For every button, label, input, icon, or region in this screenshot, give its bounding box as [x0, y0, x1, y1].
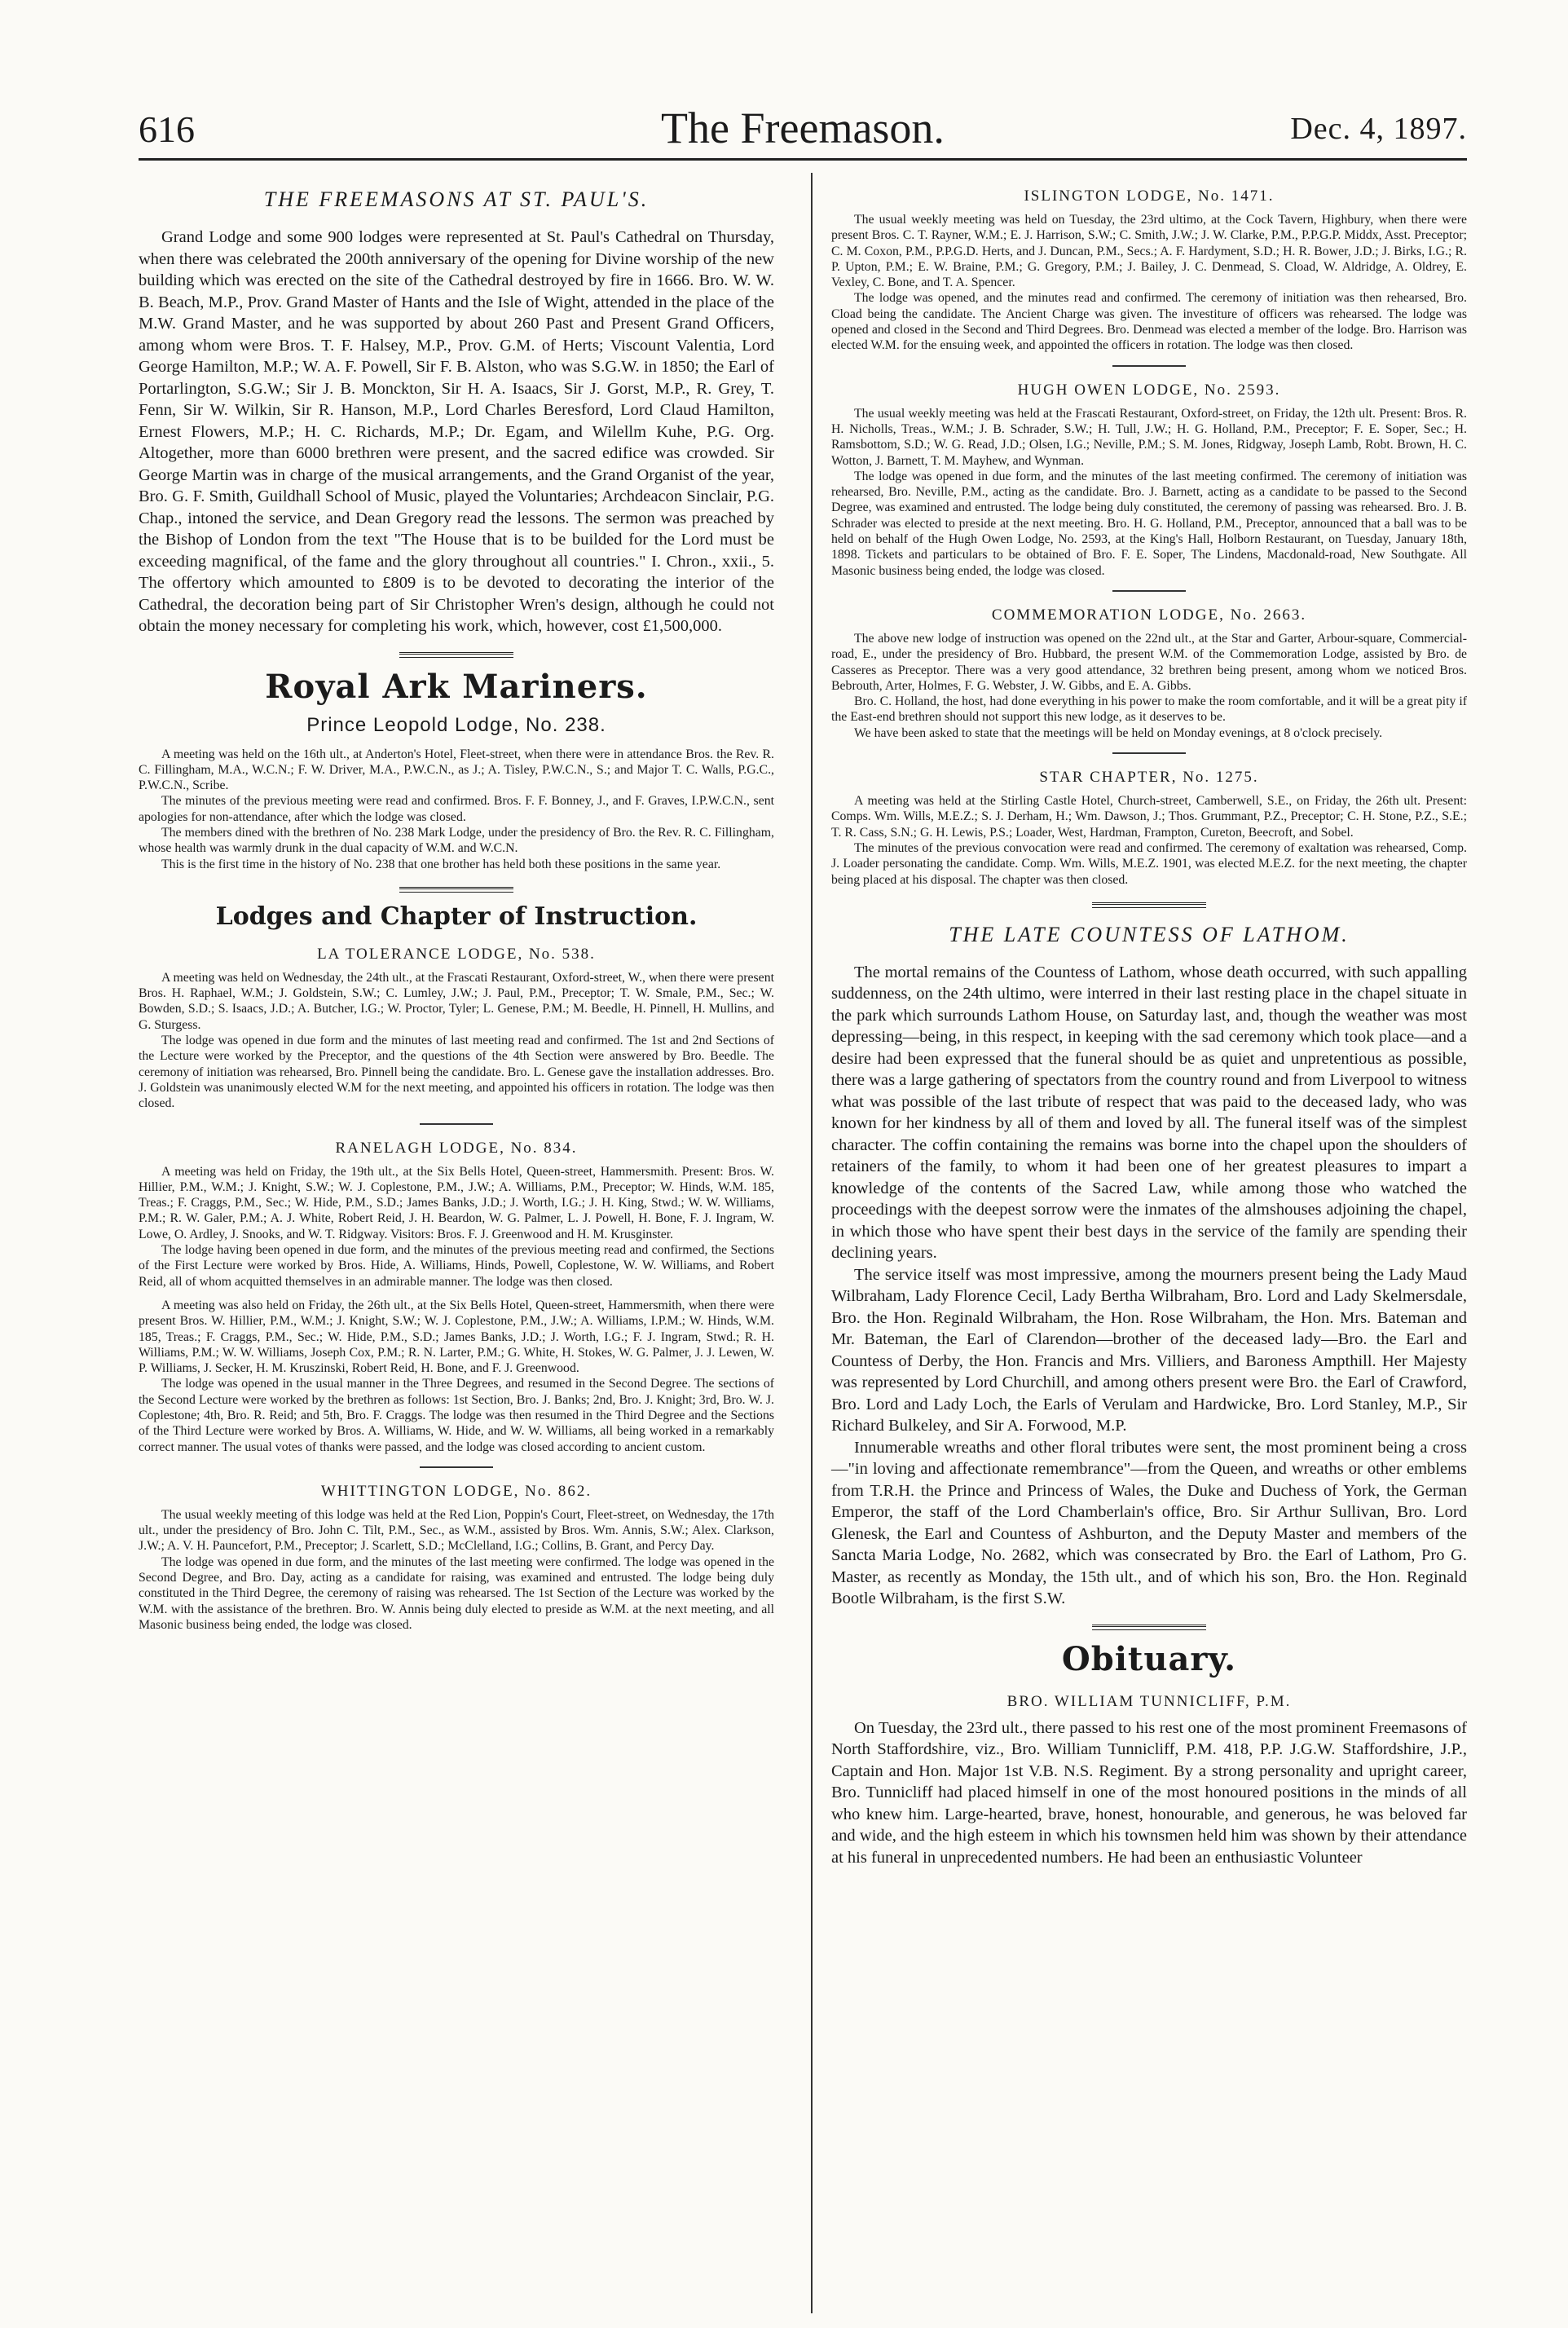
short-rule [420, 1123, 493, 1125]
st-pauls-article [139, 187, 774, 637]
lodge-report [831, 212, 1467, 354]
obituary-section [831, 1640, 1467, 1869]
paragraph: A meeting was held on Friday, the 19th ult., at the Six Bells Hotel, Queen-street, Hammersmith. Present: Bros. W. Hillier, P.M., W.M.; J. Knight, S.W.; W. J. Coplestone, P.M., J.W.; A. Williams, P.M., Preceptor; W. Hinds, W.M. 185, Treas.; F. Craggs, P.M., Sec.; W. Hide, P.M., S.D.; James Banks, J.D.; J. Worth, I.G.; J. H. King, Stwd.; W. W. Williams, P.M.; R. W. Galer, P.M.; A. J. White, Robert Reid, J. H. Beardon, W. G. Palmer, L. J. Powell, H. Bone, F. J. Ingram, W. Lowe, O. Ardley, J. Snooks, and W. T. Ridgway. Visitors: Bros. F. J. Greenwood and H. M. Krusginster. [139, 1164, 774, 1241]
paragraph: A meeting was also held on Friday, the 26th ult., at the Six Bells Hotel, Queen-street, Hammersmith, when there were present Bros. W. Hillier, P.M., W.M.; J. Knight, S.W.; W. J. Coplestone, P.M., J.W.; A. Williams, I.P.M.; W. Hinds, W.M. 185, Treas.; F. Craggs, P.M., Sec.; W. Hide, P.M., S.D.; James Banks, J.D.; J. Worth, I.G.; F. J. Ingram, Stwd.; R. H. Williams, P.M.; W. W. Williams, Joseph Cox, P.M.; R. N. Larter, P.M.; G. White, H. Stokes, W. G. Palmer, J. J. Lewen, W. P. Williams, J. Secker, H. M. Kruszinski, Robert Reid, H. Bone, and F. J. Greenwood. [139, 1298, 774, 1376]
section-rule [1092, 902, 1206, 908]
lodge-title: ISLINGTON LODGE, No. 1471. [1024, 187, 1275, 205]
article-body [831, 1717, 1467, 1869]
paragraph: The usual weekly meeting was held on Tuesday, the 23rd ultimo, at the Cock Tavern, Highbury, when there were present Bros. C. T. Rayner, W.M.; E. J. Harrison, S.W.; C. Smith, J.W.; J. W. Clarke, P.M., P.P.G.P. Middx, Asst. Preceptor; C. M. Coxon, P.M., P.P.G.D. Herts, and J. Duncan, P.M., Secs.; A. F. Hardyment, S.D.; H. R. Bower, J.D.; J. Birks, I.G.; R. P. Upton, P.M.; E. W. Braine, P.M.; G. Gregory, P.M.; J. Bailey, J. C. Denmead, S. Cload, W. Aldridge, A. Oldrey, E. Vexley, C. Bone, and T. A. Spencer. [831, 213, 1467, 290]
short-rule [420, 1466, 493, 1468]
section-heading: Lodges and Chapter of Instruction. [215, 902, 698, 931]
lodge-report [831, 406, 1467, 579]
paragraph: Grand Lodge and some 900 lodges were represented at St. Paul's Cathedral on Thursday, when there was celebrated the 200th anniversary of the opening for Divine worship of the new building which was erected on the site of the Cathedral destroyed by fire in 1666. Bro. W. W. B. Beach, M.P., Prov. Grand Master of Hants and the Isle of Wight, attended in the place of the M.W. Grand Master, and he was supported by about 260 Past and Present Grand Officers, among whom were Bros. T. F. Halsey, M.P., Prov. G.M. of Herts; Viscount Valentia, Lord George Hamilton, M.P.; W. A. F. Powell, Sir F. B. Alston, who was S.G.W. in 1850; the Earl of Portarlington, S.G.W.; Sir J. B. Monckton, Sir H. A. Isaacs, Sir J. Gorst, M.P., R. Grey, T. Fenn, Sir W. Wilkin, Sir R. Hanson, M.P., Lord Charles Beresford, Lord Claud Hamilton, Ernest Flowers, M.P.; H. C. Richards, M.P.; Dr. Egam, and Wilellm Kuhe, P.G. Org. Altogether, more than 6000 brethren were present, and the sacred edifice was crowded. Sir George Martin was in charge of the musical arrangements, and the Grand Organist of the year, Bro. G. F. Smith, Guildhall School of Music, played the Voluntaries; Archdeacon Sinclair, P.G. Chap., intoned the service, and Dean Gregory read the lessons. The sermon was preached by the Bishop of London from the text "The House that is to be builded for the Lord must be exceeding magnifical, of the fame and the glory throughout all countries." I. Chron., xxii., 5. The offertory which amounted to £809 is to be devoted to decorating the interior of the Cathedral, the decoration being part of Sir Christopher Wren's design, although he could not obtain the money necessary for completing his work, which, however, cost £1,500,000. [139, 228, 774, 635]
issue-date: Dec. 4, 1897. [1290, 112, 1467, 146]
page-number: 616 [139, 108, 195, 150]
paragraph: The above new lodge of instruction was opened on the 22nd ult., at the Star and Garter, Arbour-square, Commercial-road, E., under the presidency of Bro. Hubbard, the present W.M. of the Commemoration Lodge, assisted by Bro. de Casseres as Preceptor. There was a very good attendance, 32 brethren being present, among whom we noticed Bros. Bebrouth, Arter, Holmes, F. G. Webster, J. W. Gibbs, and E. A. Gibbs. [831, 631, 1467, 693]
paragraph: A meeting was held on the 16th ult., at Anderton's Hotel, Fleet-street, when there were in attendance Bros. the Rev. R. C. Fillingham, M.A., W.C.N.; F. W. Driver, M.A., P.W.C.N., as J.; A. Tisley, P.W.C.N., S.; and Major T. C. Walls, P.G.C., P.W.C.N., Scribe. [139, 747, 774, 793]
lodge-report [139, 970, 774, 1112]
right-column [831, 173, 1467, 1868]
paragraph: This is the first time in the history of No. 238 that one brother has held both these positions in the same year. [161, 857, 721, 871]
section-rule [399, 887, 513, 893]
royal-ark-section [139, 668, 774, 872]
lodge-report [139, 1164, 774, 1455]
article-heading: THE FREEMASONS AT ST. PAUL'S. [263, 187, 650, 211]
masthead [139, 98, 1467, 155]
lodge-report [139, 1507, 774, 1633]
lodge-title: STAR CHAPTER, No. 1275. [1039, 769, 1259, 787]
lodge-title: COMMEMORATION LODGE, No. 2663. [991, 606, 1307, 624]
paragraph: The service itself was most impressive, among the mourners present being the Lady Maud Wilbraham, Lady Florence Cecil, Lady Bertha Wilbraham, Bro. Lord and Lady Skelmersdale, Bro. the Hon. Reginald Wilbraham, the Hon. Rose Wilbraham, the Hon. Mrs. Bateman and Mr. Bateman, the Earl of Clarendon—brother of the deceased lady—Bro. the Earl and Countess of Derby, the Hon. Francis and Mrs. Villiers, and Baroness Ampthill. Her Majesty was represented by Lord Churchill, and among others present were Bro. the Earl of Crawford, Bro. Lord and Lady Loch, the Earls of Verulam and Hardwicke, Bro. Lord Stanley, M.P., Sir Richard Bulkeley, and Sir A. Forwood, M.P. [831, 1265, 1467, 1435]
paragraph: We have been asked to state that the meetings will be held on Monday evenings, at 8 o'clock precisely. [854, 725, 1383, 740]
article-body [831, 962, 1467, 1610]
lodge-title: RANELAGH LODGE, No. 834. [335, 1139, 578, 1157]
paragraph: A meeting was held at the Stirling Castle Hotel, Church-street, Camberwell, S.E., on Friday, the 26th ult. Present: Comps. Wm. Wills, M.E.Z.; S. J. Derham, H.; Wm. Dawson, J.; Thos. Grummant, P.Z., Preceptor; C. H. Stone, P.Z., S.E.; T. R. Cass, S.N.; G. H. Lewis, P.S.; Loader, West, Hardman, Frampton, Cureton, Beecroft, and Sobel. [831, 794, 1467, 840]
obituary-subject: BRO. WILLIAM TUNNICLIFF, P.M. [1006, 1692, 1292, 1710]
paragraph: The lodge was opened in due form, and the minutes of the last meeting were confirmed. The lodge was opened in the Second Degree, and Bro. Day, acting as a candidate for raising, was examined and entrusted. The lodge being duly constituted in the Third Degree, the ceremony of raising was rehearsed. The 1st Section of the Lecture was worked by the W.M. with the assistance of the brethren. Bro. W. Annis being duly elected to preside as W.M. at the next meeting, and all Masonic business being ended, the lodge was closed. [139, 1554, 774, 1632]
paragraph: Innumerable wreaths and other floral tributes were sent, the most prominent being a cross—"in loving and affectionate remembrance"—from the Queen, and wreaths or other emblems from T.R.H. the Prince and Princess of Wales, the Duke and Duchess of York, the German Emperor, the staff of the Lord Chamberlain's office, Bro. Sir Arthur Sullivan, Bro. Lord Glenesk, the Earl and Countess of Ashburton, and the Deputy Master and members of the Sancta Maria Lodge, No. 2682, which was consecrated by Bro. the Earl of Lathom, Pro G. Master, as recently as Monday, the 15th ult., and of which his son, Bro. the Hon. Reginald Bootle Wilbraham, is the first S.W. [831, 1438, 1467, 1608]
instruction-section [139, 902, 774, 1633]
paragraph: Bro. C. Holland, the host, had done everything in his power to make the room comfortable, and it will be a great pity if the East-end brethren should not support this new lodge, as it deserves to be. [831, 694, 1467, 725]
paragraph: The lodge was opened in due form, and the minutes of the last meeting confirmed. The ceremony of initiation was rehearsed, Bro. Neville, P.M., acting as the candidate. Bro. J. Barnett, acting as a candidate to be passed to the Second Degree, was examined and entrusted. The lodge being duly constituted, the ceremony of passing was rehearsed. Bro. J. B. Schrader was elected to preside at the next meeting. Bro. H. G. Holland, P.M., Preceptor, announced that a ball was to be held on behalf of the Hugh Owen Lodge, No. 2593, at the King's Hall, Holborn Restaurant, on Tuesday, January 18th, 1898. Tickets and particulars to be obtained of Bro. F. E. Soper, The Lindens, Macdonald-road, New Southgate. All Masonic business being ended, the lodge was closed. [831, 469, 1467, 578]
article-body [139, 227, 774, 637]
countess-article [831, 923, 1467, 1610]
masthead-rule [139, 158, 1467, 161]
section-rule [1092, 1625, 1206, 1630]
paragraph: The members dined with the brethren of No. 238 Mark Lodge, under the presidency of Bro. the Rev. R. C. Fillingham, whose health was warmly drunk in the dual capacity of W.M. and W.C.N. [139, 825, 774, 856]
publication-title: The Freemason. [661, 104, 945, 152]
paragraph: A meeting was held on Wednesday, the 24th ult., at the Frascati Restaurant, Oxford-street, W., when there were present Bros. H. Raphael, W.M.; J. Goldstein, S.W.; C. Lumley, J.W.; J. Paul, P.M., Preceptor; T. W. Smale, P.M., Sec.; W. Bowden, S.D.; S. Isaacs, J.D.; A. Butcher, I.G.; W. Proctor, Tyler; L. Genese, P.M.; M. Beedle, H. Pinnell, H. Mullins, and G. Sturgess. [139, 970, 774, 1032]
lodge-title: LA TOLERANCE LODGE, No. 538. [317, 945, 596, 963]
short-rule [1112, 752, 1186, 754]
paragraph: The mortal remains of the Countess of Lathom, whose death occurred, with such appalling suddenness, on the 24th ultimo, were interred in their last resting place in the chapel situate in the park which surrounds Lathom House, on Saturday last, and, though the weather was most depressing—being, in this respect, in keeping with the sad ceremony which took place—and a desire had been expressed that the funeral should be as quiet and unpretentious as possible, there was a large gathering of spectators from the country round and from Liverpool to witness what was possible of the last tribute of respect that was paid to the deceased lady, who was known for her kindness by all of them and loved by all. The funeral itself was of the simplest character. The coffin containing the remains was borne into the chapel upon the shoulders of retainers of the family, to whom it had been one of her greatest pleasures to impart a knowledge of the contents of the Sacred Law, while among those who watched the proceedings with the deepest sorrow were the inmates of the almshouses adjoining the chapel, in which those who have spent their best days in the service of the family are spending their declining years. [831, 963, 1467, 1263]
paragraph: The lodge was opened in the usual manner in the Three Degrees, and resumed in the Second Degree. The sections of the Second Lecture were worked by the brethren as follows: 1st Section, Bro. J. Banks; 2nd, Bro. J. Knight; 3rd, Bro. W. J. Coplestone; 4th, Bro. R. Reid; and 5th, Bro. F. Craggs. The lodge was then resumed in the Third Degree and the Sections of the Third Lecture were worked by Bros. A. Williams, W. Hide, and W. W. Williams, all being worked in a remarkably correct manner. The usual votes of thanks were passed, and the lodge was closed according to ancient custom. [139, 1377, 774, 1454]
lodge-title: WHITTINGTON LODGE, No. 862. [320, 1482, 592, 1500]
paragraph: The usual weekly meeting was held at the Frascati Restaurant, Oxford-street, on Friday, the 12th ult. Present: Bros. R. H. Nicholls, Treas., W.M.; J. B. Schrader, S.W.; H. Tull, J.W.; H. G. Holland, P.M., Preceptor; F. E. Soper, Sec.; H. Ramsbottom, S.D.; W. G. Read, J.D.; Olsen, I.G.; Neville, P.M.; S. M. Jones, Ridgway, Joseph Lamb, Robt. Brown, H. C. Wotton, J. Barnett, T. M. Mayhew, and Wynman. [831, 406, 1467, 468]
paragraph: The minutes of the previous meeting were read and confirmed. Bros. F. F. Bonney, J., and F. Graves, I.P.W.C.N., sent apologies for non-attendance, after which the lodge was closed. [139, 794, 774, 824]
paragraph: On Tuesday, the 23rd ult., there passed to his rest one of the most prominent Freemasons of North Staffordshire, viz., Bro. William Tunnicliff, P.M. 418, P.P. J.G.W. Staffordshire, J.P., Captain and Hon. Major 1st V.B. N.S. Regiment. By a strong personality and upright career, Bro. Tunnicliff had placed himself in one of the most honoured positions in the minds of all who knew him. Large-hearted, brave, honest, honourable, and generous, he was beloved far and wide, and the high esteem in which his townsmen held him was shown by their attendance at his funeral in unprecedented numbers. He had been an enthusiastic Volunteer [831, 1718, 1467, 1867]
paragraph: The minutes of the previous convocation were read and confirmed. The ceremony of exaltation was rehearsed, Comp. J. Loader personating the candidate. Comp. Wm. Wills, M.E.Z. 1901, was elected M.E.Z. for the next meeting, the chapter being placed at his disposal. The chapter was then closed. [831, 840, 1467, 887]
left-column [139, 173, 774, 1633]
article-heading: THE LATE COUNTESS OF LATHOM. [949, 922, 1350, 946]
section-rule [399, 652, 513, 658]
short-rule [1112, 590, 1186, 592]
short-rule [1112, 365, 1186, 367]
section-body [139, 747, 774, 872]
section-heading: Obituary. [1061, 1639, 1237, 1678]
paragraph: The lodge was opened in due form and the minutes of last meeting read and confirmed. The 1st and 2nd Sections of the Lecture were worked by the Preceptor, and the questions of the 4th Section were answered by Bro. Beedle. The ceremony of initiation was rehearsed, Bro. Pinnell being the candidate. Bro. L. Genese gave the installation addresses. Bro. J. Goldstein was unanimously elected W.M for the next meeting, and appointed his officers in rotation. The lodge was then closed. [139, 1034, 774, 1111]
paragraph: The usual weekly meeting of this lodge was held at the Red Lion, Poppin's Court, Fleet-street, on Wednesday, the 17th ult., under the presidency of Bro. John C. Tilt, P.M., Sec., as W.M., assisted by Bros. Wm. Annis, S.W.; Alex. Clarkson, J.W.; A. V. H. Pauncefort, P.M., Preceptor; J. Scarlett, S.D.; McClelland, I.G.; Collins, B. Grant, and Percy Day. [139, 1507, 774, 1554]
section-heading: Royal Ark Mariners. [265, 667, 648, 706]
paragraph: The lodge was opened, and the minutes read and confirmed. The ceremony of initiation was then rehearsed, Bro. Cload being the candidate. The Ancient Charge was given. The investiture of officers was rehearsed. The lodge was opened and closed in the Second and Third Degrees. Bro. Denmead was elected a member of the lodge. Bro. Harrison was elected W.M. for the ensuing week, and appointed the officers in rotation. The lodge was then closed. [831, 291, 1467, 353]
lodge-title: HUGH OWEN LODGE, No. 2593. [1017, 381, 1281, 399]
section-subheading: Prince Leopold Lodge, No. 238. [306, 713, 606, 736]
column-divider [811, 173, 813, 2313]
lodge-report [831, 631, 1467, 741]
paragraph: The lodge having been opened in due form, and the minutes of the previous meeting read and confirmed, the Sections of the First Lecture were worked by Bros. Hide, A. Williams, Hinds, Powell, Coplestone, W. W. Williams, and Robert Reid, all of whom acquitted themselves in an admirable manner. The lodge was then closed. [139, 1243, 774, 1289]
lodge-report [831, 793, 1467, 888]
